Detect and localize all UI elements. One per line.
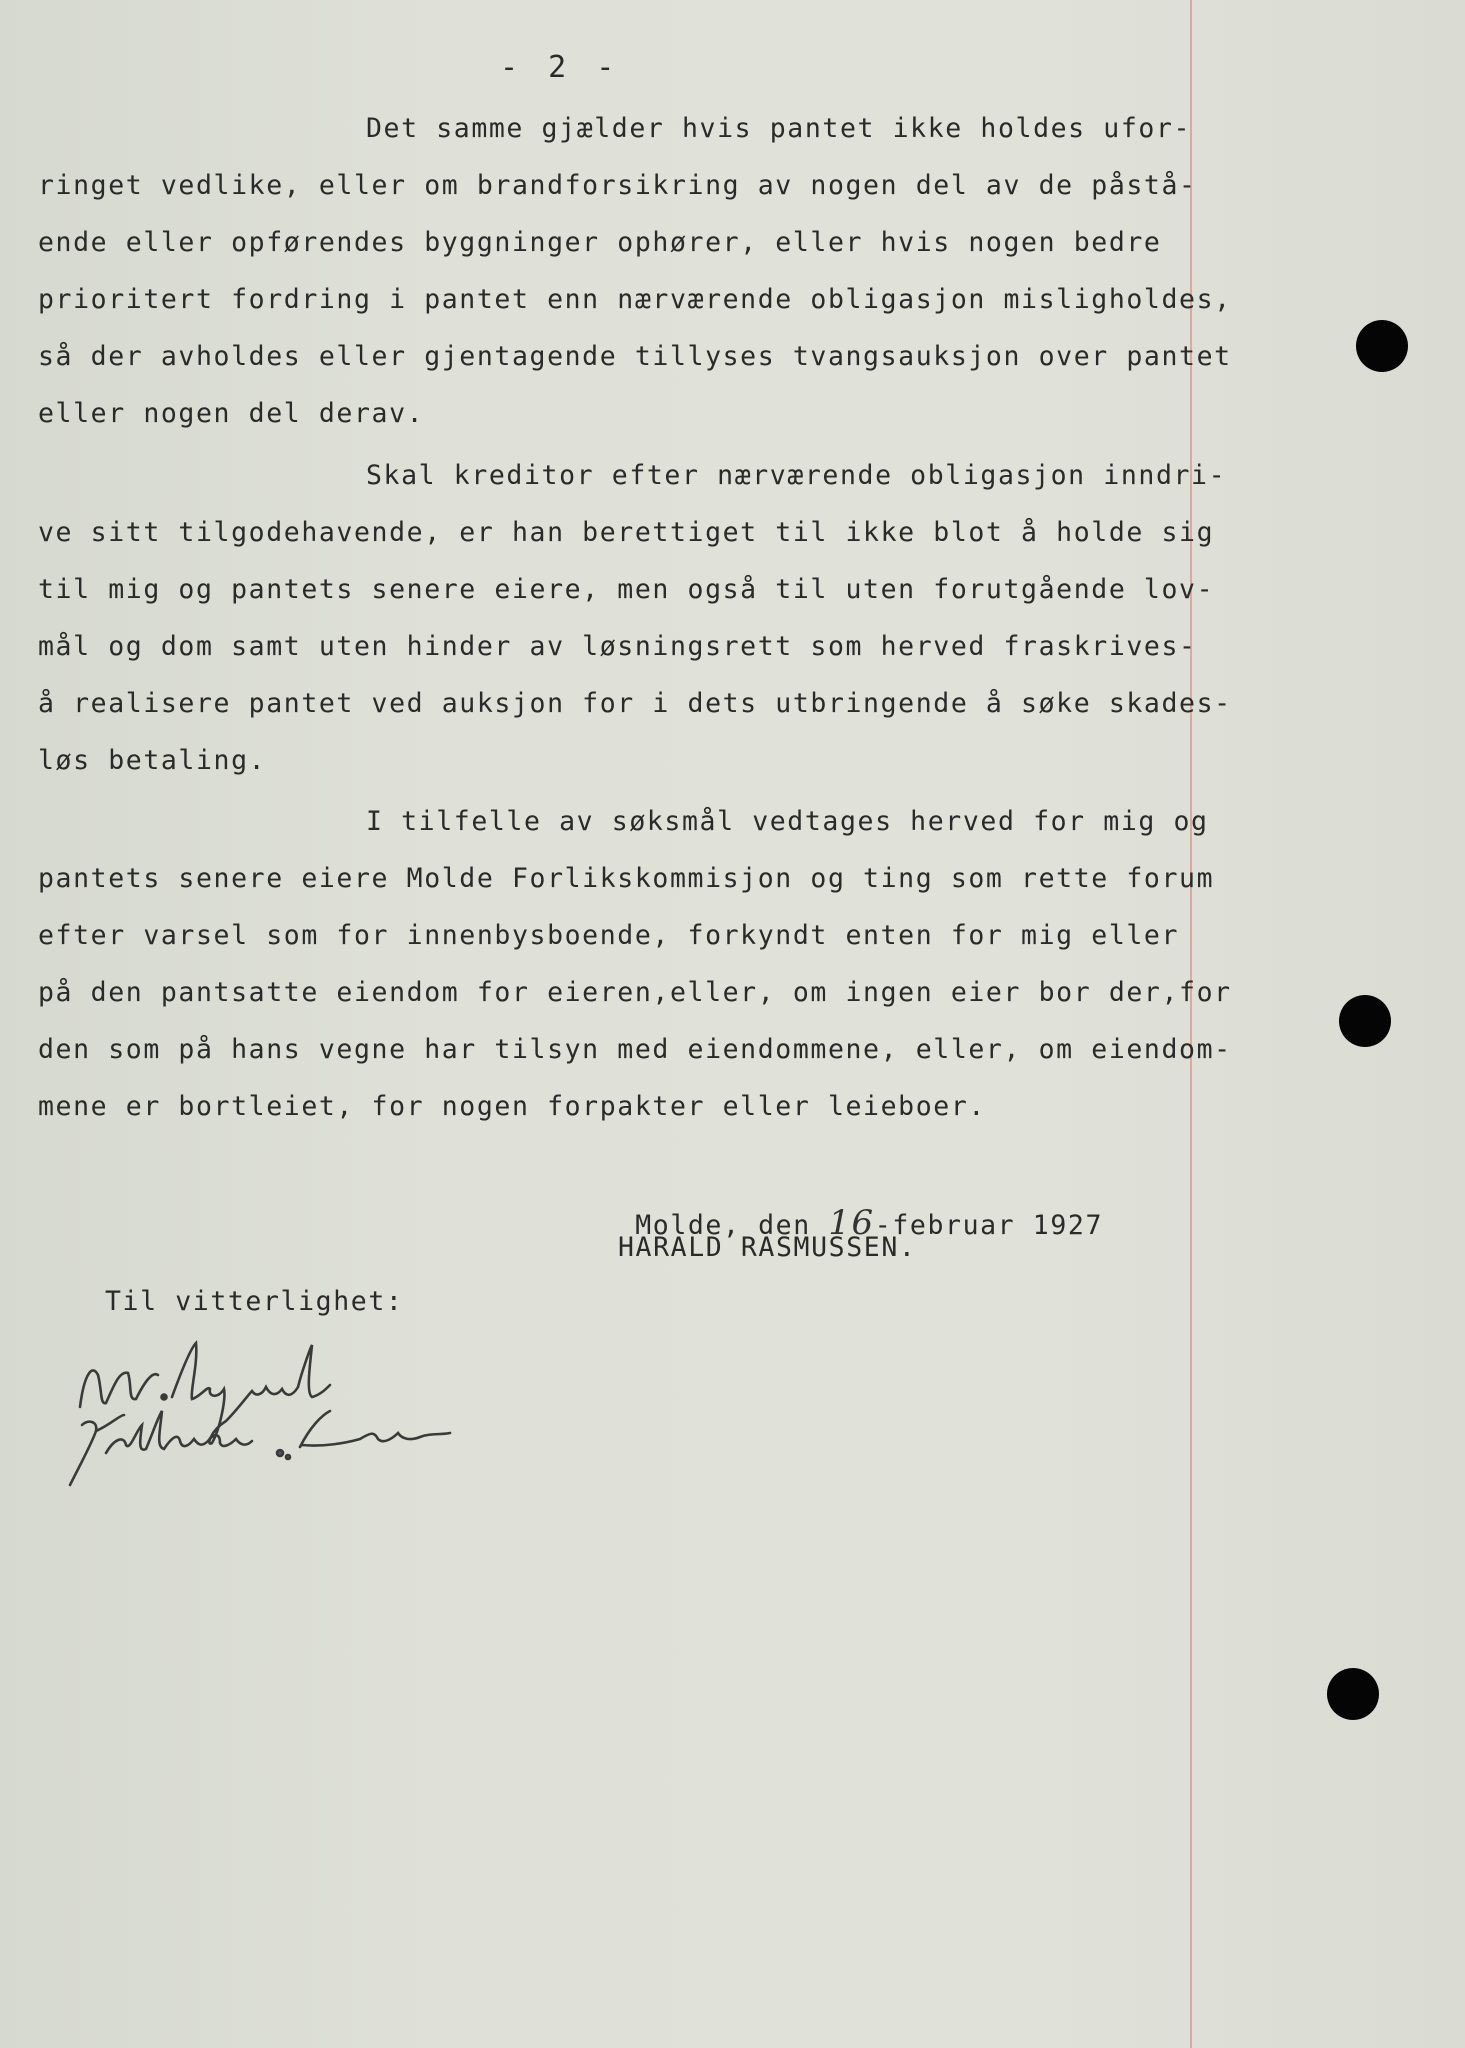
witness-signature-2 <box>70 1411 450 1485</box>
paragraph-line: mål og dom samt uten hinder av løsningsrett som herved fraskrives- <box>38 631 1197 662</box>
paragraph-line: I tilfelle av søksmål vedtages herved for mig og <box>366 806 1209 837</box>
punch-hole-middle <box>1339 995 1391 1047</box>
place-date-prefix: Molde, den <box>635 1210 829 1241</box>
date-day-handwritten: 16 <box>828 1203 875 1243</box>
witness-label: Til vitterlighet: <box>105 1286 404 1317</box>
paragraph-line: å realisere pantet ved auksjon for i dets utbringende å søke skades- <box>38 688 1232 719</box>
paragraph-line: mene er bortleiet, for nogen forpakter eller leieboer. <box>38 1091 986 1122</box>
paragraph-line: løs betaling. <box>38 745 267 776</box>
page-number: - 2 - <box>500 50 621 85</box>
punch-hole-bottom <box>1327 1668 1379 1720</box>
paragraph-line: den som på hans vegne har tilsyn med eiendommene, eller, om eiendom- <box>38 1034 1232 1065</box>
paragraph-line: efter varsel som for innenbysboende, forkyndt enten for mig eller <box>38 920 1180 951</box>
paragraph-line: så der avholdes eller gjentagende tillyses tvangsauksjon over pantet <box>38 341 1232 372</box>
signatory-name: HARALD RASMUSSEN. <box>618 1232 917 1263</box>
paragraph-2 <box>38 447 1232 789</box>
witness-signature-1 <box>80 1343 330 1444</box>
paragraph-line: Det samme gjælder hvis pantet ikke holdes ufor- <box>366 113 1192 144</box>
paragraph-line: til mig og pantets senere eiere, men også til uten forutgående lov- <box>38 574 1215 605</box>
paragraph-line: prioritert fordring i pantet enn nærværende obligasjon misligholdes, <box>38 284 1232 315</box>
place-date-suffix: -februar 1927 <box>874 1210 1104 1241</box>
paragraph-line: ende eller opførendes byggninger ophører, eller hvis nogen bedre <box>38 227 1162 258</box>
paragraph-line: Skal kreditor efter nærværende obligasjon inndri- <box>366 460 1227 491</box>
paragraph-line: pantets senere eiere Molde Forlikskommisjon og ting som rette forum <box>38 863 1215 894</box>
paragraph-3 <box>38 793 1232 1135</box>
punch-hole-top <box>1356 320 1408 372</box>
paragraph-line: på den pantsatte eiendom for eieren,eller, om ingen eier bor der,for <box>38 977 1232 1008</box>
witness-signatures <box>40 1335 560 1495</box>
paragraph-line: eller nogen del derav. <box>38 398 425 429</box>
paragraph-line: ve sitt tilgodehavende, er han berettiget til ikke blot å holde sig <box>38 517 1215 548</box>
paragraph-1 <box>38 100 1232 442</box>
paragraph-line: ringet vedlike, eller om brandforsikring av nogen del av de påstå- <box>38 170 1197 201</box>
